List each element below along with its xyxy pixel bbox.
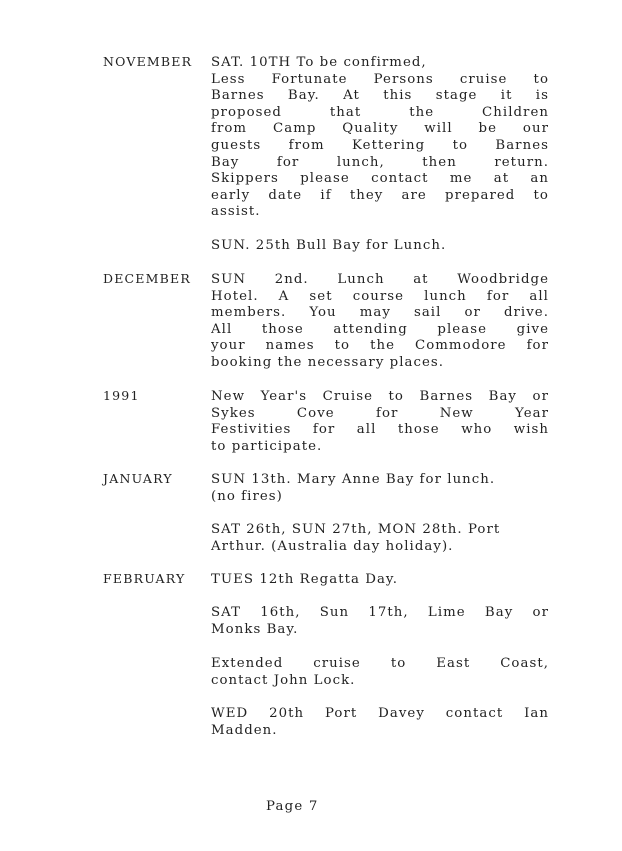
text-line: Less Fortunate Persons cruise to [211,71,549,87]
text-line: Monks Bay. [211,621,299,637]
text-line: Bay for lunch, then return. [211,154,549,170]
month-label-december: DECEMBER [103,271,191,286]
text-line: Festivities for all those who wish [211,422,549,438]
text-line: Barnes Bay. At this stage it is [211,88,549,104]
january-mary-anne-paragraph [211,472,549,505]
text-line: Arthur. (Australia day holiday). [211,538,454,554]
december-lunch-paragraph [211,272,549,372]
new-year-cruise-paragraph [211,389,549,455]
february-east-coast-paragraph [211,656,549,689]
text-line: SAT. 10TH To be confirmed, [211,55,427,70]
text-line: WED 20th Port Davey contact Ian [211,706,549,721]
text-line: to participate. [211,438,323,454]
text-line: guests from Kettering to Barnes [211,137,549,153]
month-label-november: NOVEMBER [103,54,193,69]
text-line: Extended cruise to East Coast, [211,656,549,671]
text-line: Sykes Cove for New Year [211,405,549,421]
year-label-1991: 1991 [103,388,140,403]
january-port-arthur-paragraph [211,522,549,555]
text-line: Hotel. A set course lunch for all [211,288,549,304]
month-label-february: FEBRUARY [103,571,186,586]
page-number: Page 7 [266,799,319,814]
text-line: (no fires) [211,488,283,504]
february-port-davey-paragraph [211,706,549,739]
text-line: early date if they are prepared to [211,187,549,203]
text-line: Madden. [211,722,278,738]
text-line: Skippers please contact me at an [211,171,549,187]
text-line: TUES 12th Regatta Day. [211,572,398,587]
november-cruise-paragraph [211,55,549,221]
text-line: New Year's Cruise to Barnes Bay or [211,389,549,404]
text-line: SUN. 25th Bull Bay for Lunch. [211,238,447,253]
text-line: members. You may sail or drive. [211,305,549,321]
month-label-january: JANUARY [103,471,173,486]
february-lime-bay-paragraph [211,605,549,638]
text-line: your names to the Commodore for [211,338,549,354]
text-line: SUN 2nd. Lunch at Woodbridge [211,272,549,287]
text-line: SAT 16th, Sun 17th, Lime Bay or [211,605,549,620]
text-line: SUN 13th. Mary Anne Bay for lunch. [211,472,496,487]
text-line: from Camp Quality will be our [211,121,549,137]
text-line: All those attending please give [211,321,549,337]
text-line: assist. [211,204,261,220]
february-regatta-paragraph [211,572,549,589]
text-line: proposed that the Children [211,104,549,120]
text-line: contact John Lock. [211,672,356,688]
text-line: SAT 26th, SUN 27th, MON 28th. Port [211,522,501,537]
text-line: booking the necessary places. [211,354,445,370]
november-bull-bay-paragraph [211,238,549,255]
